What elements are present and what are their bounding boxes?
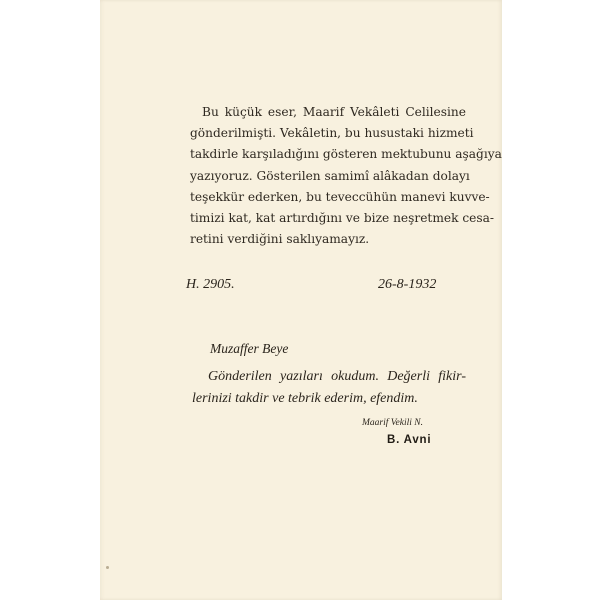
reference-date: 26-8-1932 xyxy=(378,277,437,292)
letter-line-1: Gönderilen yazıları okudum. Değerli fikir- xyxy=(208,369,466,384)
intro-line-3: takdirle karşıladığını gösteren mektubunu aşağıya xyxy=(190,147,502,162)
intro-line-2: gönderilmişti. Vekâletin, bu husustaki hizmeti xyxy=(190,126,474,141)
paper-sheet xyxy=(100,0,502,600)
signer-name: B. Avni xyxy=(387,434,432,446)
intro-line-7: retini verdiğini saklıyamayız. xyxy=(190,232,370,247)
intro-paragraph xyxy=(190,102,502,250)
intro-line-5: teşekkür ederken, bu teveccühün manevi kuvve- xyxy=(190,189,490,204)
intro-line-4: yazıyoruz. Gösterilen samimî alâkadan dolayı xyxy=(190,168,470,183)
intro-line-1: Bu küçük eser, Maarif Vekâleti Celilesine xyxy=(202,105,466,119)
reference-number: H. 2905. xyxy=(186,277,235,292)
paper-speck xyxy=(106,566,109,569)
letter-body xyxy=(192,366,466,410)
intro-line-6: timizi kat, kat artırdığını ve bize neşretmek cesa- xyxy=(190,211,495,226)
letter-line-2: lerinizi takdir ve tebrik ederim, efendim. xyxy=(192,391,418,406)
letter-salutation: Muzaffer Beye xyxy=(210,341,289,356)
signer-title: Maarif Vekili N. xyxy=(362,418,423,428)
